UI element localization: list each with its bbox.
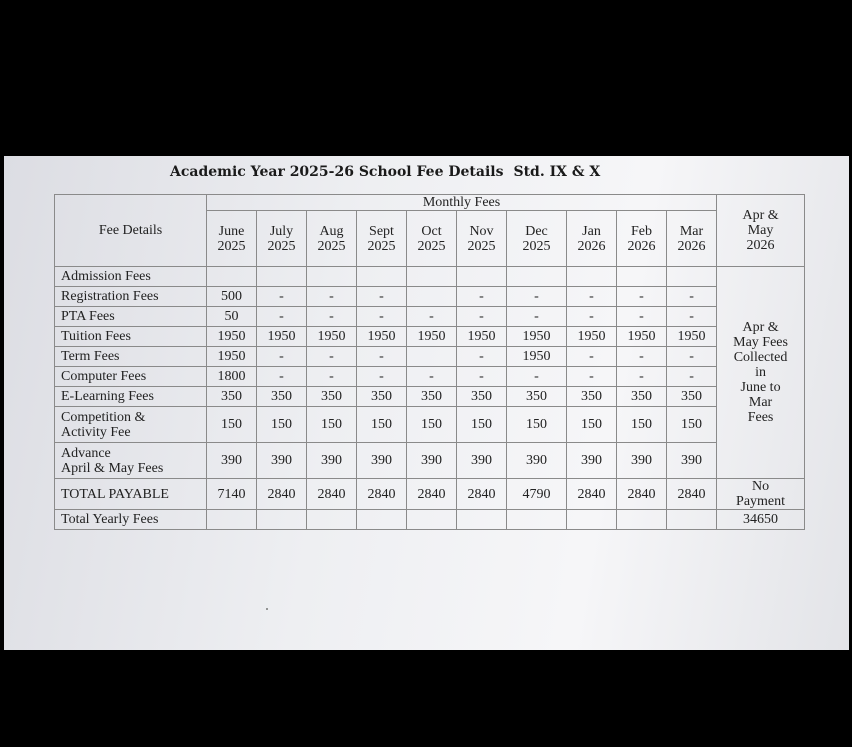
fee-cell: 150	[307, 407, 357, 443]
fee-cell: 1800	[207, 367, 257, 387]
fee-cell: -	[307, 307, 357, 327]
fee-cell: 350	[407, 387, 457, 407]
fee-cell: 390	[257, 443, 307, 479]
fee-cell: 390	[357, 443, 407, 479]
fee-cell: -	[667, 367, 717, 387]
fee-cell: -	[507, 367, 567, 387]
fee-cell: 350	[457, 387, 507, 407]
table-row-registration-fees	[55, 287, 805, 307]
row-label: TOTAL PAYABLE	[55, 479, 207, 510]
fee-cell	[207, 267, 257, 287]
fee-cell: 1950	[507, 347, 567, 367]
total-cell: 2840	[617, 479, 667, 510]
table-row-computer-fees	[55, 367, 805, 387]
fee-cell: 1950	[667, 327, 717, 347]
fee-cell: 1950	[507, 327, 567, 347]
month-header: Nov 2025	[457, 211, 507, 267]
fee-cell: 150	[357, 407, 407, 443]
table-row-total-yearly-fees	[55, 510, 805, 530]
fee-cell: -	[457, 367, 507, 387]
fee-cell: -	[567, 287, 617, 307]
fee-cell: -	[357, 307, 407, 327]
month-header: Jan 2026	[567, 211, 617, 267]
fee-cell: 390	[207, 443, 257, 479]
total-cell: 2840	[357, 479, 407, 510]
fee-cell: -	[257, 287, 307, 307]
fee-cell: 390	[667, 443, 717, 479]
fee-cell: -	[257, 367, 307, 387]
fee-cell: -	[617, 307, 667, 327]
total-cell: 2840	[667, 479, 717, 510]
fee-details-header: Fee Details	[55, 195, 207, 267]
fee-cell: 1950	[207, 347, 257, 367]
month-header: Feb 2026	[617, 211, 667, 267]
apr-may-header: Apr & May 2026	[717, 195, 805, 267]
fee-cell: -	[357, 367, 407, 387]
fee-cell: 1950	[207, 327, 257, 347]
fee-cell	[407, 347, 457, 367]
fee-cell	[357, 267, 407, 287]
month-header: June 2025	[207, 211, 257, 267]
month-header: Aug 2025	[307, 211, 357, 267]
month-header: Sept 2025	[357, 211, 407, 267]
fee-cell: -	[667, 347, 717, 367]
fee-table	[54, 194, 805, 530]
fee-cell: -	[307, 367, 357, 387]
fee-cell: -	[407, 367, 457, 387]
fee-cell: 390	[617, 443, 667, 479]
fee-cell: 1950	[357, 327, 407, 347]
fee-cell: 350	[507, 387, 567, 407]
total-cell: 2840	[307, 479, 357, 510]
fee-cell	[617, 267, 667, 287]
fee-cell: -	[617, 287, 667, 307]
fee-cell: 150	[407, 407, 457, 443]
fee-cell: -	[617, 347, 667, 367]
fee-cell	[407, 267, 457, 287]
table-row-advance-april-may-fees	[55, 443, 805, 479]
fee-cell: 1950	[457, 327, 507, 347]
fee-cell	[667, 267, 717, 287]
paper-speck	[266, 608, 268, 610]
fee-cell	[407, 287, 457, 307]
fee-cell: 50	[207, 307, 257, 327]
row-label: Computer Fees	[55, 367, 207, 387]
fee-cell: 390	[307, 443, 357, 479]
fee-cell	[567, 267, 617, 287]
table-row-term-fees	[55, 347, 805, 367]
monthly-fees-header: Monthly Fees	[207, 195, 717, 211]
total-cell: 7140	[207, 479, 257, 510]
fee-cell: 390	[567, 443, 617, 479]
row-label: Term Fees	[55, 347, 207, 367]
fee-cell: 500	[207, 287, 257, 307]
title-text: Academic Year 2025-26 School Fee Details	[170, 164, 504, 180]
fee-cell: -	[507, 307, 567, 327]
standard-label: Std. IX & X	[513, 164, 601, 180]
fee-cell: -	[357, 287, 407, 307]
fee-cell: -	[257, 347, 307, 367]
total-cell: 2840	[457, 479, 507, 510]
fee-cell: -	[457, 307, 507, 327]
row-label: Competition & Activity Fee	[55, 407, 207, 443]
fee-cell: -	[357, 347, 407, 367]
fee-cell: 350	[567, 387, 617, 407]
fee-cell: 150	[507, 407, 567, 443]
fee-cell: -	[307, 347, 357, 367]
fee-cell: -	[667, 287, 717, 307]
total-cell: 2840	[257, 479, 307, 510]
row-label: Admission Fees	[55, 267, 207, 287]
total-cell: 4790	[507, 479, 567, 510]
fee-cell: -	[567, 367, 617, 387]
fee-cell: 150	[257, 407, 307, 443]
fee-cell: 390	[507, 443, 567, 479]
row-label: Total Yearly Fees	[55, 510, 207, 530]
month-header: July 2025	[257, 211, 307, 267]
row-label: Advance April & May Fees	[55, 443, 207, 479]
fee-cell	[257, 267, 307, 287]
fee-cell	[457, 267, 507, 287]
fee-cell: 350	[207, 387, 257, 407]
fee-cell: 1950	[567, 327, 617, 347]
row-label: E-Learning Fees	[55, 387, 207, 407]
fee-cell: 150	[617, 407, 667, 443]
table-row-pta-fees	[55, 307, 805, 327]
fee-cell: -	[617, 367, 667, 387]
no-payment-cell: No Payment	[717, 479, 805, 510]
table-row-tuition-fees	[55, 327, 805, 347]
table-row-competition-activity-fee	[55, 407, 805, 443]
fee-cell: 150	[207, 407, 257, 443]
table-row-admission-fees	[55, 267, 805, 287]
fee-cell: 150	[457, 407, 507, 443]
fee-cell: 350	[667, 387, 717, 407]
fee-cell: -	[457, 347, 507, 367]
fee-cell: 390	[457, 443, 507, 479]
fee-cell: 390	[407, 443, 457, 479]
fee-cell: 350	[307, 387, 357, 407]
total-cell: 2840	[407, 479, 457, 510]
fee-cell: 150	[667, 407, 717, 443]
total-cell: 2840	[567, 479, 617, 510]
fee-cell: -	[407, 307, 457, 327]
total-yearly-value: 34650	[717, 510, 805, 530]
fee-cell: 350	[257, 387, 307, 407]
fee-cell	[307, 267, 357, 287]
document-title	[170, 164, 600, 180]
fee-cell: 1950	[407, 327, 457, 347]
month-header: Oct 2025	[407, 211, 457, 267]
fee-cell: 350	[617, 387, 667, 407]
fee-cell: -	[667, 307, 717, 327]
table-row-e-learning-fees	[55, 387, 805, 407]
fee-cell: -	[307, 287, 357, 307]
fee-cell: 150	[567, 407, 617, 443]
fee-cell: -	[257, 307, 307, 327]
fee-cell: 1950	[617, 327, 667, 347]
apr-may-note: Apr & May Fees Collected in June to Mar Fees	[717, 267, 805, 479]
row-label: Registration Fees	[55, 287, 207, 307]
fee-cell: -	[457, 287, 507, 307]
fee-cell: 350	[357, 387, 407, 407]
table-row-total-payable	[55, 479, 805, 510]
fee-cell: -	[507, 287, 567, 307]
fee-cell: -	[567, 307, 617, 327]
row-label: PTA Fees	[55, 307, 207, 327]
row-label: Tuition Fees	[55, 327, 207, 347]
fee-cell: 1950	[307, 327, 357, 347]
fee-cell	[507, 267, 567, 287]
month-header: Mar 2026	[667, 211, 717, 267]
fee-cell: -	[567, 347, 617, 367]
month-header: Dec 2025	[507, 211, 567, 267]
fee-cell: 1950	[257, 327, 307, 347]
